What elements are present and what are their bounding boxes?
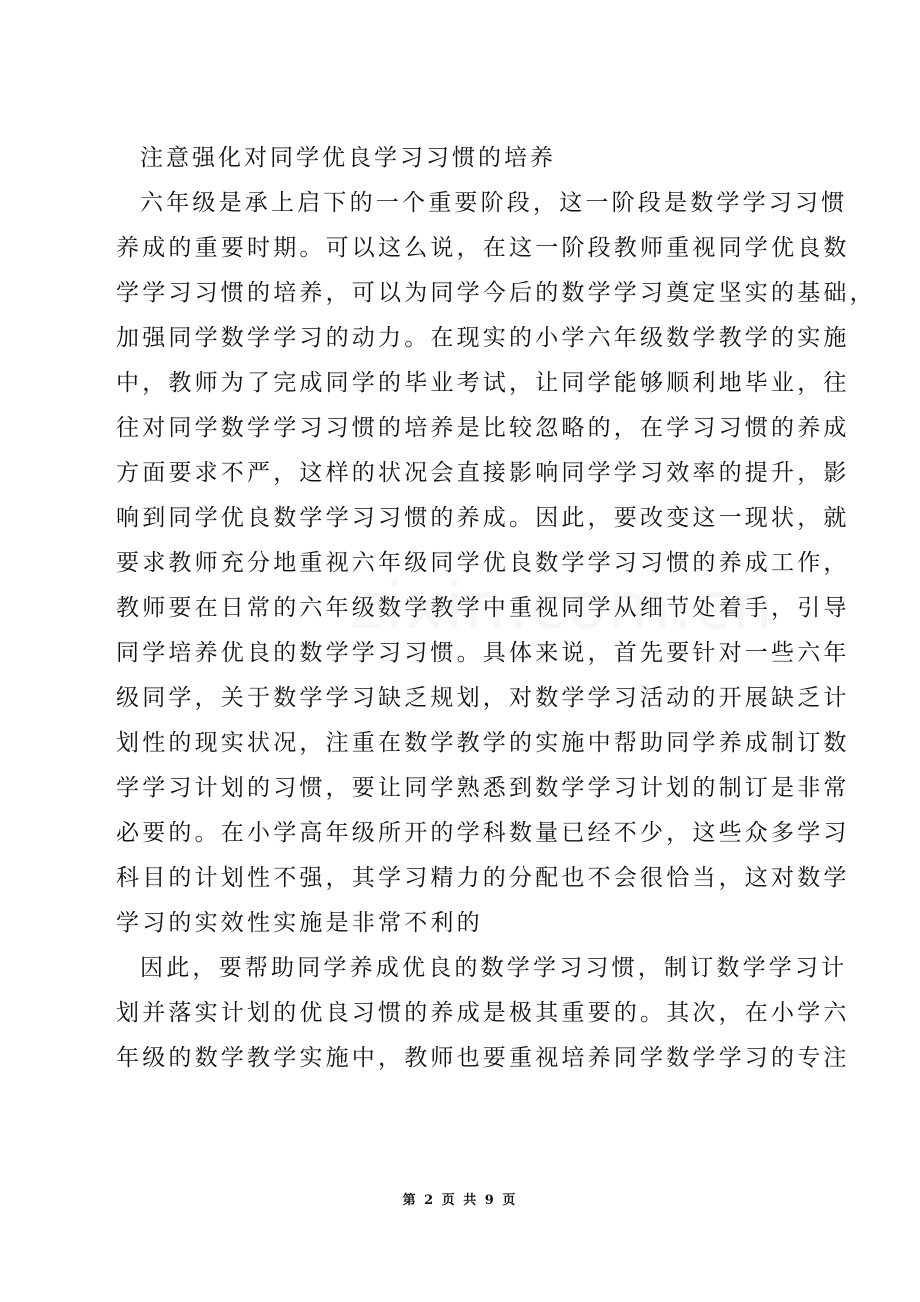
paragraph-line: 因此，要帮助同学养成优良的数学学习习惯，制订数学学习计 xyxy=(140,955,848,981)
paragraph-line: 划性的现实状况，注重在数学教学的实施中帮助同学养成制订数 xyxy=(116,730,850,756)
page-footer: 第 2 页 共 9 页 xyxy=(402,1193,518,1208)
paragraph-line: 养成的重要时期。可以这么说，在这一阶段教师重视同学优良数 xyxy=(116,235,850,261)
paragraph-line: 响到同学优良数学学习习惯的养成。因此，要改变这一现状，就 xyxy=(116,505,850,531)
paragraph-line: 级同学，关于数学学习缺乏规划，对数学学习活动的开展缺乏计 xyxy=(116,685,850,711)
paragraph-line: 要求教师充分地重视六年级同学优良数学学习习惯的养成工作， xyxy=(116,550,850,576)
paragraph-line: 方面要求不严，这样的状况会直接影响同学学习效率的提升，影 xyxy=(116,460,850,486)
paragraph-line: 学习的实效性实施是非常不利的 xyxy=(116,910,483,936)
paragraph-line: 教师要在日常的六年级数学教学中重视同学从细节处着手，引导 xyxy=(116,595,850,621)
section-heading: 注意强化对同学优良学习习惯的培养 xyxy=(140,145,556,171)
paragraph-line: 学学习计划的习惯，要让同学熟悉到数学学习计划的制订是非常 xyxy=(116,775,850,801)
paragraph-line: 往对同学数学学习习惯的培养是比较忽略的，在学习习惯的养成 xyxy=(116,415,850,441)
paragraph-line: 学学习习惯的培养，可以为同学今后的数学学习奠定坚实的基础， xyxy=(116,280,876,306)
paragraph-line: 六年级是承上启下的一个重要阶段，这一阶段是数学学习习惯 xyxy=(140,190,848,216)
paragraph-line: 年级的数学教学实施中，教师也要重视培养同学数学学习的专注 xyxy=(116,1045,850,1071)
paragraph-line: 必要的。在小学高年级所开的学科数量已经不少，这些众多学习 xyxy=(116,820,850,846)
paragraph-line: 划并落实计划的优良习惯的养成是极其重要的。其次，在小学六 xyxy=(116,1000,850,1026)
paragraph-line: 加强同学数学学习的动力。在现实的小学六年级数学教学的实施 xyxy=(116,325,850,351)
paragraph-line: 科目的计划性不强，其学习精力的分配也不会很恰当，这对数学 xyxy=(116,865,850,891)
paragraph-line: 同学培养优良的数学学习习惯。具体来说，首先要针对一些六年 xyxy=(116,640,850,666)
paragraph-line: 中，教师为了完成同学的毕业考试，让同学能够顺利地毕业，往 xyxy=(116,370,850,396)
